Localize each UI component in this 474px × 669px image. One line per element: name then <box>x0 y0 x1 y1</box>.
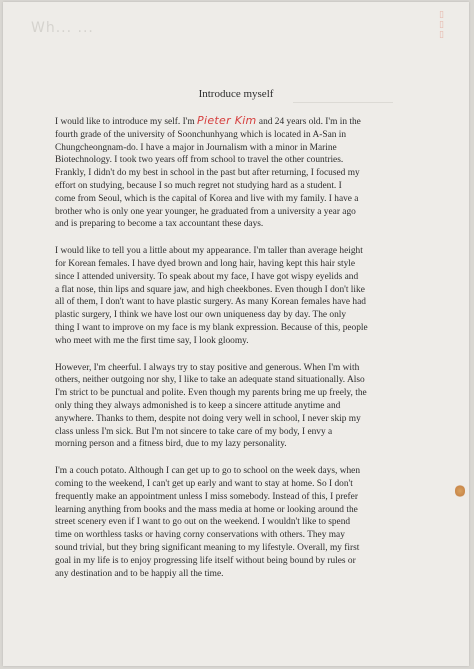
text-line: who meet with me the first time say, I look gloomy. <box>55 335 249 346</box>
corner-stamp-mark: ▯ ▯ ▯ <box>439 10 444 40</box>
text-line: a flat nose, thin lips and square jaw, and high cheekbones. Even though I don't like <box>55 284 365 295</box>
text-line: any destination and to be happiy all the time. <box>55 568 224 579</box>
text-line: since I attended university. To speak about my face, I have got wispy eyelids and <box>55 271 359 282</box>
text-line: plastic surgery, I think we have lost our own uniqueness day by day. The only <box>55 310 347 321</box>
text-line: all of them, I don't want to have plastic surgery. As many Korean females have had <box>55 297 366 308</box>
text-line: anywhere. Thanks to them, despite not doing very well in school, I never skip my <box>55 413 361 424</box>
text-line: class unless I'm sick. But I'm not sincere to take care of my body, I envy a <box>55 426 333 437</box>
handwritten-name: Pieter Kim <box>197 115 257 127</box>
document-body <box>51 115 422 594</box>
text-line: others, neither outgoing nor shy, I like to take an adequate stand situationally. Also <box>55 375 365 386</box>
text-line: However, I'm cheerful. I always try to stay positive and generous. When I'm with <box>55 362 360 373</box>
text-line: goal in my life is to enjoy progressing life itself without being bound by rules or <box>55 555 356 566</box>
text-span: I would like to introduce my self. I'm <box>55 117 195 127</box>
text-line: only thing they always admonished is to keep a sincere attitude anytime and <box>55 400 341 411</box>
paragraph-appearance <box>51 245 422 347</box>
document-page <box>3 2 469 666</box>
document-title: Introduce myself <box>198 88 274 100</box>
text-line <box>51 115 422 129</box>
text-line: Frankly, I didn't do my best in school in the past but after returning, I focused my <box>55 168 360 179</box>
text-line: coming to the weekend, I can't get up early and want to stay at home. So I don't <box>55 478 353 489</box>
text-line: sound trivial, but they bring significant meaning to my lifestyle. Overall, my first <box>55 542 360 553</box>
paper-stain-mark <box>455 484 465 498</box>
text-line: I would like to tell you a little about my appearance. I'm taller than average height <box>55 246 363 257</box>
paragraph-introduction <box>51 115 422 231</box>
text-line: and is preparing to become a tax accountant these days. <box>55 219 264 230</box>
text-line: effort on studying, because I so much regret not studying hard as a student. I <box>55 180 342 191</box>
text-line: thing I want to improve on my face is my blank expression. Because of this, people <box>55 322 368 333</box>
text-line: Chungcheongnam-do. I have a major in Journalism with a minor in Marine <box>55 142 337 153</box>
text-line: street scenery even if I want to go out on the weekend. I wouldn't like to spend <box>55 517 351 528</box>
text-line: learning anything from books and the mass media at home or looking around the <box>55 504 358 515</box>
faint-header-marks: Wh... ... <box>31 20 94 36</box>
text-line: morning person and a fitness bird, due to my lazy personality. <box>55 439 287 450</box>
paragraph-lifestyle <box>51 465 422 580</box>
text-line: fourth grade of the university of Soonchunhyang which is located in A-San in <box>55 129 347 140</box>
text-line: come from Seoul, which is the capital of Korea and live with my family. I have a <box>55 193 359 204</box>
text-line: Biotechnology. I took two years off from school to travel the other countries. <box>55 155 344 166</box>
paragraph-personality <box>51 362 422 452</box>
text-line: brother who is only one year younger, he graduated from a university a year ago <box>55 206 356 217</box>
text-span: and 24 years old. I'm in the <box>258 117 361 127</box>
text-line: frequently make an appointment unless I miss somebody. Instead of this, I prefer <box>55 491 358 502</box>
text-line: I'm a couch potato. Although I can get up to go to school on the week days, when <box>55 466 361 477</box>
text-line: time on worthless tasks or having corny conservations with others. They may <box>55 530 345 541</box>
text-line: for Korean females. I have dyed brown and long hair, having kept this hair style <box>55 258 356 269</box>
text-line: I'm strict to be punctual and polite. Even though my parents bring me up freely, the <box>55 388 367 399</box>
faint-underline <box>293 102 393 103</box>
